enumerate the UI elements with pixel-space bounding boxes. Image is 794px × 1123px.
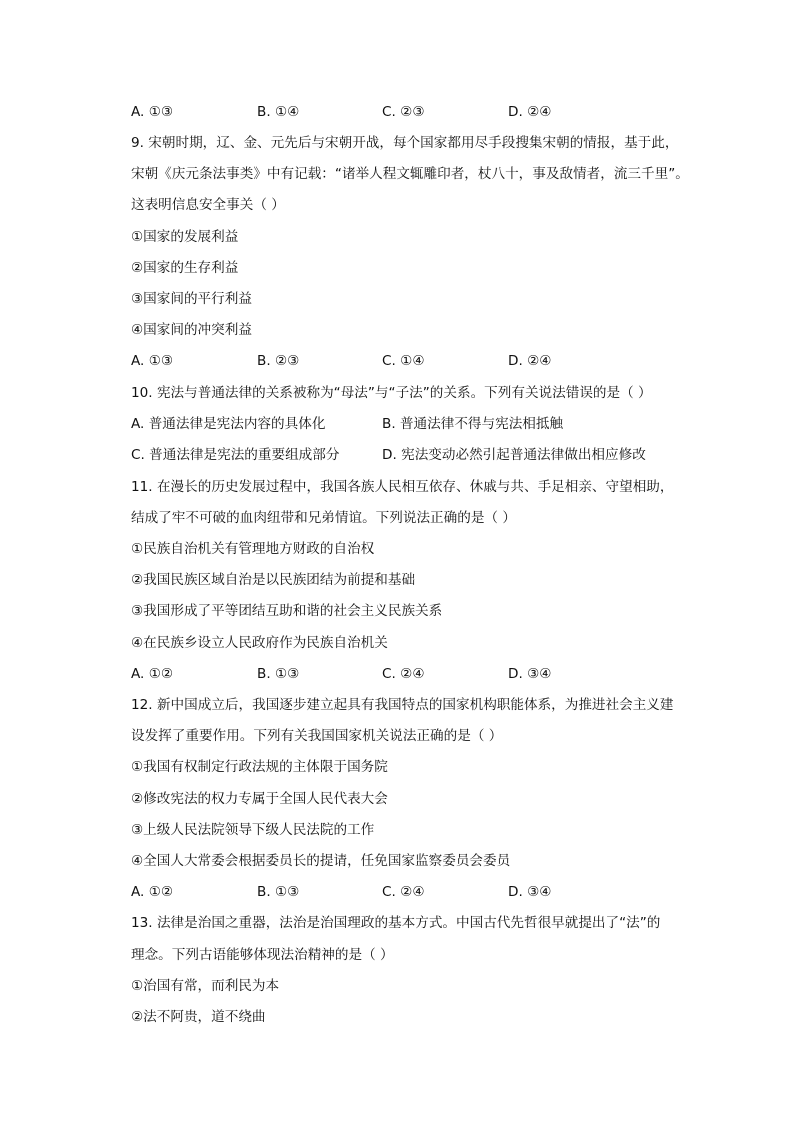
q11-item-2: ②我国民族区域自治是以民族团结为前提和基础 [131,572,416,588]
option-a: A. ①③ [131,104,174,120]
q9-stem-line-3: 这表明信息安全事关（ ） [131,197,285,213]
option-a: A. ①② [131,666,174,682]
option-c: C. ②④ [382,666,425,682]
q12-item-4: ④全国人大常委会根据委员长的提请，任免国家监察委员会委员 [131,853,511,869]
option-a: A. ①② [131,884,174,900]
q9-stem-line-1: 9. 宋朝时期，辽、金、元先后与宋朝开战，每个国家都用尽手段搜集宋朝的情报，基于此， [131,135,679,151]
option-d: D. ③④ [508,666,552,682]
option-c: C. ②④ [382,884,425,900]
q12-item-2: ②修改宪法的权力专属于全国人民代表大会 [131,791,388,807]
q13-stem-line-1: 13. 法律是治国之重器，法治是治国理政的基本方式。中国古代先哲很早就提出了“法”的 [131,915,661,931]
option-b: B. 普通法律不得与宪法相抵触 [382,416,564,432]
q11-stem-line-2: 结成了牢不可破的血肉纽带和兄弟情谊。下列说法正确的是（ ） [131,510,516,526]
q10-options-row-1 [131,415,721,433]
q11-options [131,665,721,683]
q12-stem-line-1: 12. 新中国成立后，我国逐步建立起具有我国特点的国家机构职能体系，为推进社会主义建 [131,697,674,713]
option-d: D. ②④ [508,104,552,120]
option-b: B. ①③ [257,884,300,900]
q11-item-3: ③我国形成了平等团结互助和谐的社会主义民族关系 [131,603,443,619]
q11-item-4: ④在民族乡设立人民政府作为民族自治机关 [131,635,388,651]
q12-item-1: ①我国有权制定行政法规的主体限于国务院 [131,759,388,775]
q9-options [131,352,721,370]
q11-stem-line-1: 11. 在漫长的历史发展过程中，我国各族人民相互依存、休戚与共、手足相亲、守望相助， [131,479,674,495]
option-d: D. ②④ [508,353,552,369]
option-a: A. ①③ [131,353,174,369]
q10-options-row-2 [131,446,721,464]
option-d: D. ③④ [508,884,552,900]
q9-stem-line-2: 宋朝《庆元条法事类》中有记载：“诸举人程文辄雕印者，杖八十，事及敌情者，流三千里”。 [131,166,689,182]
option-b: B. ②③ [257,353,300,369]
q9-item-2: ②国家的生存利益 [131,260,239,276]
q12-item-3: ③上级人民法院领导下级人民法院的工作 [131,822,375,838]
q13-item-2: ②法不阿贵，道不绕曲 [131,1009,266,1025]
q8-options [131,103,721,121]
option-c: C. ①④ [382,353,425,369]
q12-options [131,883,721,901]
q13-item-1: ①治国有常，而利民为本 [131,978,280,994]
q10-stem-line-1: 10. 宪法与普通法律的关系被称为“母法”与“子法”的关系。下列有关说法错误的是（ ） [131,385,652,401]
option-d: D. 宪法变动必然引起普通法律做出相应修改 [382,447,646,463]
q9-item-4: ④国家间的冲突利益 [131,322,252,338]
q9-item-3: ③国家间的平行利益 [131,291,252,307]
option-c: C. ②③ [382,104,425,120]
q12-stem-line-2: 设发挥了重要作用。下列有关我国国家机关说法正确的是（ ） [131,728,503,744]
option-b: B. ①③ [257,666,300,682]
q13-stem-line-2: 理念。下列古语能够体现法治精神的是（ ） [131,947,394,963]
q9-item-1: ①国家的发展利益 [131,229,239,245]
option-b: B. ①④ [257,104,300,120]
option-a: A. 普通法律是宪法内容的具体化 [131,416,326,432]
q11-item-1: ①民族自治机关有管理地方财政的自治权 [131,541,375,557]
option-c: C. 普通法律是宪法的重要组成部分 [131,447,340,463]
